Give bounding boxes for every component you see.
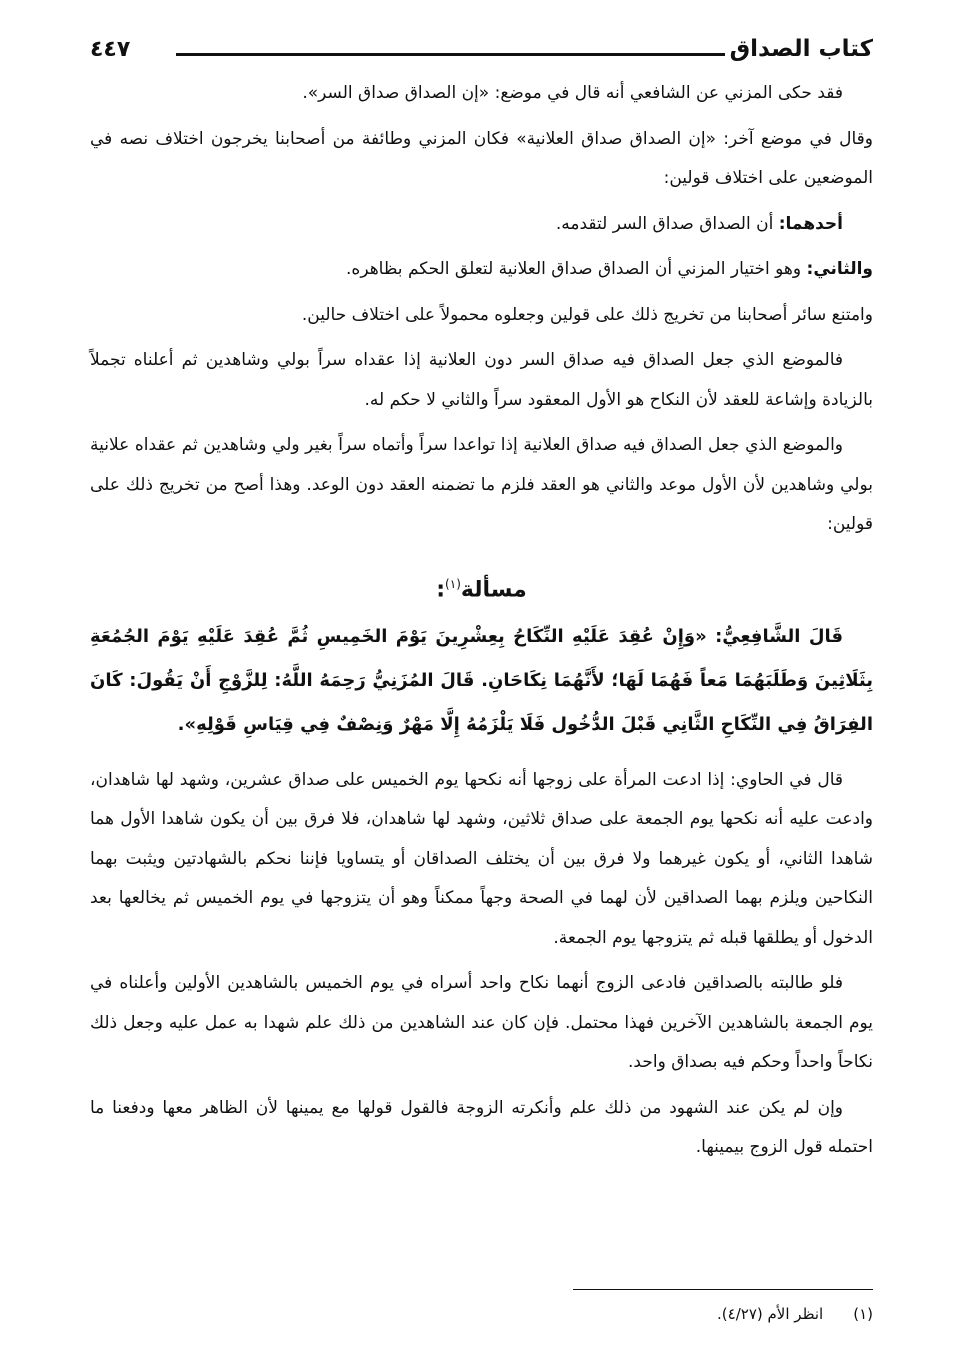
footnote-text: انظر الأم (٤/٢٧). bbox=[717, 1305, 824, 1323]
paragraph-3-text: أن الصداق صداق السر لتقدمه. bbox=[555, 213, 774, 234]
paragraph-3 bbox=[90, 205, 873, 245]
paragraph-4-text: وهو اختيار المزني أن الصداق صداق العلانية لتعلق الحكم بظاهره. bbox=[346, 259, 802, 279]
footnote-rule bbox=[573, 1289, 873, 1290]
section-title-colon: : bbox=[436, 576, 446, 602]
shafii-quote: قَالَ الشَّافِعِيُّ: «وَإِنْ عُقِدَ عَلَيْهِ النِّكَاحُ بِعِشْرِينَ يَوْمَ الخَمِيسِ ثُمَّ عُقِدَ عَلَيْهِ يَوْمَ الجُمُعَةِ بِثَلَاثِينَ وَطَلَبَهُمَا مَعاً فَهُمَا لَهَا؛ لأَنَّهُمَا نِكَاحَانِ. قَالَ المُزَنِيُّ رَحِمَهُ اللَّهُ: لِلزَّوْجِ أَنْ يَقُولَ: كَانَ الفِرَاقُ فِي النِّكَاحِ الثَّانِي قَبْلَ الدُّخُول فَلَا يَلْزَمُهُ إِلَّا مَهْرٌ وَنِصْفٌ فِي قِيَاسِ قَوْلِهِ». bbox=[90, 625, 873, 735]
commentary-paragraph-2: فلو طالبته بالصداقين فادعى الزوج أنهما نكاح واحد أسراه في يوم الخميس بالشاهدين الأولين وأعلناه في يوم الجمعة بالشاهدين الآخرين فهذا محتمل. فإن كان عند الشاهدين من ذلك علم شهدا به عمل عليه وجعل ذلك نكاحاً واحداً وحكم فيه بصداق واحد. bbox=[90, 973, 873, 1073]
paragraph-6: فالموضع الذي جعل الصداق فيه صداق السر دون العلانية إذا عقداه سراً بولي وشاهدين ثم أعلناه تجملاً بالزيادة وإشاعة للعقد لأن النكاح هو الأول المعقود سراً والثاني لا حكم له. bbox=[90, 350, 873, 410]
paragraph-5: وامتنع سائر أصحابنا من تخريج ذلك على قولين وجعلوه محمولاً على اختلاف حالين. bbox=[301, 304, 873, 325]
running-header bbox=[90, 26, 873, 70]
paragraph-2: وقال في موضع آخر: «إن الصداق صداق العلانية» فكان المزني وطائفة من أصحابنا يخرجون اختلاف نصه في الموضعين على اختلاف قولين: bbox=[90, 128, 873, 188]
paragraph-4-label: والثاني: bbox=[806, 259, 873, 279]
commentary-paragraph-3: وإن لم يكن عند الشهود من ذلك علم وأنكرته الزوجة فالقول قولها مع يمينها لأن الظاهر معها ودفعنا ما احتمله قول الزوج بيمينها. bbox=[90, 1097, 873, 1158]
paragraph-3-label: أحدهما: bbox=[778, 213, 843, 234]
footnote-number: (١) bbox=[853, 1305, 873, 1323]
page-number: ٤٤٧ bbox=[90, 37, 131, 62]
chapter-title: كتاب الصداق bbox=[729, 36, 873, 62]
section-heading bbox=[90, 567, 873, 607]
paragraph-4 bbox=[90, 250, 873, 290]
main-text bbox=[90, 74, 873, 1174]
footnote-marker: (١) bbox=[445, 576, 461, 591]
commentary-paragraph-1: قال في الحاوي: إذا ادعت المرأة على زوجها أنه نكحها يوم الخميس على صداق عشرين، وشهد لها شاهدان، وادعت عليه أنه نكحها يوم الجمعة على صداق ثلاثين، وشهد لها شاهدان، فلا فرق بين أن يكون شاهدا الأول هما شاهدا الثاني، أو يكون غيرهما ولا فرق بين أن يختلف الصداقان أو يتساويا فإننا نحكم بالشهادتين ويثبت بهما النكاحين ويلزم بهما الصداقين لأن لهما في الصحة وجهاً ممكناً وهو أن يتزوجها في يوم الخميس ثم يخالعها بعد الدخول أو يطلقها قبله ثم يتزوجها يوم الجمعة. bbox=[90, 769, 873, 948]
footnote bbox=[717, 1302, 873, 1326]
section-title-text: مسألة bbox=[460, 576, 527, 602]
paragraph-7: والموضع الذي جعل الصداق فيه صداق العلانية إذا تواعدا سراً وأتماه سراً بغير ولي وشاهدين ثم عقداه علانية بولي وشاهدين لأن الأول موعد والثاني هو العقد فلزم ما تضمنه العقد دون الوعد. وهذا أصح من تخريج ذلك على قولين: bbox=[90, 435, 873, 534]
page bbox=[90, 26, 873, 1348]
paragraph-1: فقد حكى المزني عن الشافعي أنه قال في موضع: «إن الصداق صداق السر». bbox=[302, 83, 843, 103]
header-rule bbox=[176, 53, 725, 56]
